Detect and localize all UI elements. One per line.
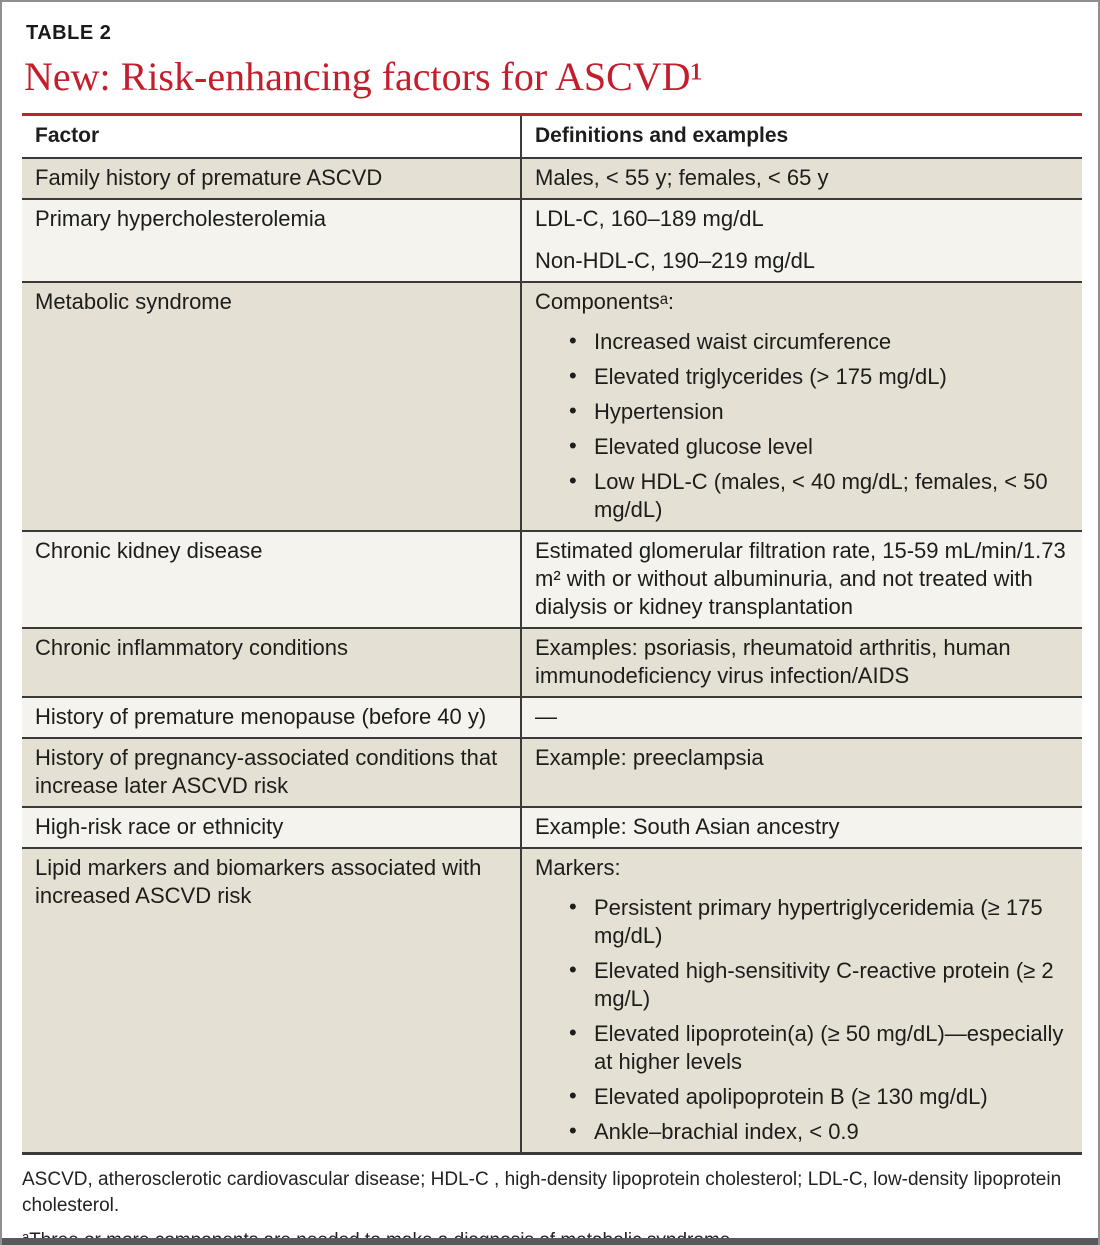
bullet-item: • Elevated high-sensitivity C-reactive protein (≥ 2 mg/L) — [569, 957, 1054, 1011]
definition-cell — [522, 159, 1082, 198]
definition-text: Example: South Asian ancestry — [535, 814, 840, 839]
factor-cell: Chronic inflammatory conditions — [22, 629, 522, 696]
factor-cell: Primary hypercholesterolemia — [22, 200, 522, 281]
definition-cell — [522, 849, 1082, 1152]
footnote-abbreviations: ASCVD, atherosclerotic cardiovascular disease; HDL-C , high-density lipoprotein cholesterol; LDL-C, low-density lipoprotein cholesterol. — [22, 1169, 1062, 1216]
bullet-item: • Increased waist circumference — [569, 328, 892, 354]
definition-intro: Markers: — [535, 855, 621, 880]
bullet-item: • Elevated triglycerides (> 175 mg/dL) — [569, 363, 947, 389]
factor-cell: Metabolic syndrome — [22, 283, 522, 530]
factor-cell: Family history of premature ASCVD — [22, 159, 522, 198]
definition-text: Males, < 55 y; females, < 65 y — [535, 165, 829, 190]
table-row — [22, 847, 1082, 1152]
bullet-icon: • — [569, 894, 577, 919]
table-header-row — [22, 116, 1082, 157]
definition-bullet-list — [567, 328, 1068, 524]
bullet-icon: • — [569, 1118, 577, 1143]
bullet-item: • Ankle–brachial index, < 0.9 — [569, 1118, 859, 1144]
definition-text: — — [535, 704, 557, 729]
definition-bullet-list — [567, 894, 1068, 1146]
factor-cell: History of premature menopause (before 40 y) — [22, 698, 522, 737]
bullet-icon: • — [569, 468, 577, 493]
column-header-factor: Factor — [22, 116, 522, 157]
bullet-icon: • — [569, 363, 577, 388]
bullet-icon: • — [569, 433, 577, 458]
table-row — [22, 281, 1082, 530]
column-header-definitions: Definitions and examples — [535, 124, 789, 147]
bullet-item: • Elevated apolipoprotein B (≥ 130 mg/dL) — [569, 1083, 988, 1109]
definition-cell — [522, 200, 1082, 281]
table-row — [22, 696, 1082, 737]
table-number-label: TABLE 2 — [26, 22, 112, 44]
bullet-icon: • — [569, 1020, 577, 1045]
content-area — [2, 2, 1098, 1245]
table-row — [22, 530, 1082, 627]
page-title: New: Risk-enhancing factors for ASCVD¹ — [24, 54, 703, 99]
factor-cell: History of pregnancy-associated conditions that increase later ASCVD risk — [22, 739, 522, 806]
bullet-item: • Persistent primary hypertriglyceridemia (≥ 175 mg/dL) — [569, 894, 1043, 948]
definition-text: Example: preeclampsia — [535, 745, 764, 770]
table-row — [22, 806, 1082, 847]
factor-cell: Chronic kidney disease — [22, 532, 522, 627]
risk-factors-table — [22, 113, 1082, 1155]
table-row — [22, 198, 1082, 281]
bullet-icon: • — [569, 1083, 577, 1108]
definition-text: Estimated glomerular filtration rate, 15-59 mL/min/1.73 m² with or without albuminuria, and not treated with dialysis or kidney transplantation — [535, 538, 1066, 619]
definition-cell — [522, 808, 1082, 847]
bullet-item: • Elevated glucose level — [569, 433, 813, 459]
definition-cell — [522, 629, 1082, 696]
bullet-item: • Elevated lipoprotein(a) (≥ 50 mg/dL)—especially at higher levels — [569, 1020, 1064, 1074]
definition-cell — [522, 532, 1082, 627]
definition-text: LDL-C, 160–189 mg/dL — [535, 206, 764, 231]
factor-cell: High-risk race or ethnicity — [22, 808, 522, 847]
definition-cell — [522, 739, 1082, 806]
table-row — [22, 737, 1082, 806]
bottom-rule-bar — [2, 1238, 1100, 1245]
definition-text: Examples: psoriasis, rheumatoid arthritis, human immunodeficiency virus infection/AIDS — [535, 635, 1011, 688]
bullet-icon: • — [569, 398, 577, 423]
definition-cell — [522, 698, 1082, 737]
factor-cell: Lipid markers and biomarkers associated with increased ASCVD risk — [22, 849, 522, 1152]
bullet-item: • Hypertension — [569, 398, 724, 424]
definition-cell — [522, 283, 1082, 530]
bullet-icon: • — [569, 957, 577, 982]
bullet-item: • Low HDL-C (males, < 40 mg/dL; females, < 50 mg/dL) — [569, 468, 1048, 522]
table-row — [22, 627, 1082, 696]
table-row — [22, 157, 1082, 198]
footnotes — [22, 1167, 1084, 1245]
definition-text: Non-HDL-C, 190–219 mg/dL — [535, 248, 816, 273]
bullet-icon: • — [569, 328, 577, 353]
definition-intro: Componentsᵃ: — [535, 289, 675, 314]
